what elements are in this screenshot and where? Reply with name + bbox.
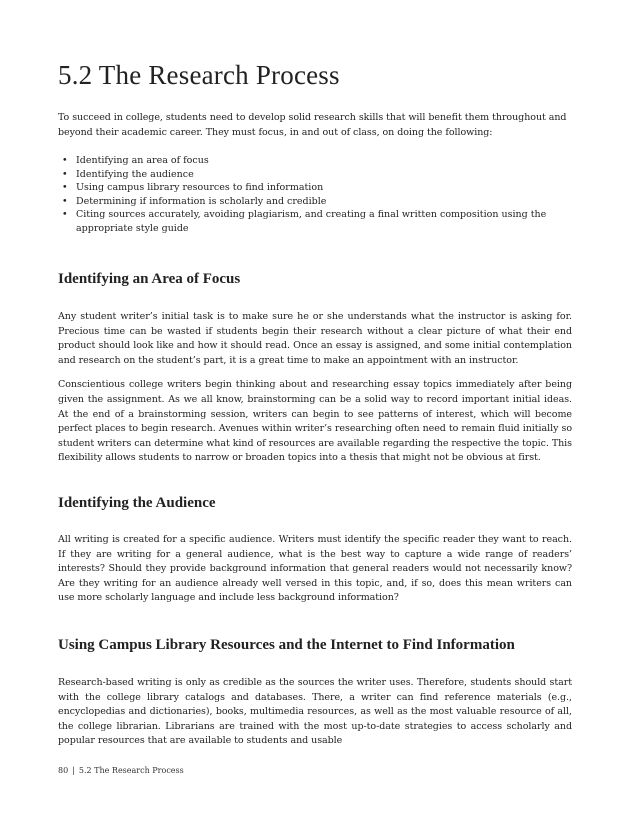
list-item: • Identifying an area of focus bbox=[58, 154, 572, 168]
paragraph: Conscientious college writers begin thinking about and researching essay topics immediately after being given the assignment. As we all know, brainstorming can be a solid way to record important initial ideas. At the end of a brainstorming session, writers can begin to see patterns of interest, which will become perfect places to begin research. Avenues within writer’s researching often need to remain fluid initially so student writers can determine what kind of resources are available regarding the respective the topic. This flexibility allows students to narrow or broaden topics into a thesis that might not be obvious at first. bbox=[58, 379, 572, 464]
section-heading-audience: Identifying the Audience bbox=[58, 495, 216, 511]
paragraph: All writing is created for a specific audience. Writers must identify the specific reader they want to reach. If they are writing for a general audience, what is the best way to capture a wide range of readers’ interests? Should they provide background information that general readers would not necessarily know? Are they writing for an audience already well versed in this topic, and, if so, does this mean writers can use more scholarly language and include less background information? bbox=[58, 534, 572, 604]
intro-paragraph: To succeed in college, students need to develop solid research skills that will benefit them throughout and beyond their academic career. They must focus, in and out of class, on doing the following: bbox=[58, 112, 567, 138]
page-number: 80 bbox=[58, 766, 69, 775]
list-item: • Determining if information is scholarly and credible bbox=[58, 195, 572, 209]
bullet-list bbox=[58, 154, 572, 236]
paragraph: Any student writer’s initial task is to make sure he or she understands what the instructor is asking for. Precious time can be wasted if students begin their research without a clear picture of what their end product should look like and how it should read. Once an essay is assigned, and some initial contemplation and research on the student’s part, it is a great time to make an appointment with an instructor. bbox=[58, 311, 572, 366]
list-item: • Identifying the audience bbox=[58, 168, 572, 182]
paragraph: Research-based writing is only as credible as the sources the writer uses. Therefore, students should start with the college library catalogs and databases. There, a writer can find reference materials (e.g., encyclopedias and dictionaries), books, multimedia resources, as well as the most valuable resource of all, the college librarian. Librarians are trained with the most up-to-date strategies to access scholarly and popular resources that are available to students and usable bbox=[58, 677, 572, 747]
list-item: • Using campus library resources to find information bbox=[58, 181, 572, 195]
footer-section-title: 5.2 The Research Process bbox=[78, 766, 184, 775]
section-body-audience bbox=[58, 533, 572, 606]
footer-separator: | bbox=[72, 766, 75, 775]
page-title: 5.2 The Research Process bbox=[58, 60, 340, 90]
section-body-library-resources bbox=[58, 676, 572, 749]
list-item: • Citing sources accurately, avoiding plagiarism, and creating a final written composition using the appropriate style guide bbox=[58, 208, 572, 235]
section-body-area-of-focus bbox=[58, 310, 572, 466]
section-heading-library-resources: Using Campus Library Resources and the Internet to Find Information bbox=[58, 637, 515, 653]
section-heading-area-of-focus: Identifying an Area of Focus bbox=[58, 271, 241, 287]
page-footer bbox=[58, 766, 184, 775]
